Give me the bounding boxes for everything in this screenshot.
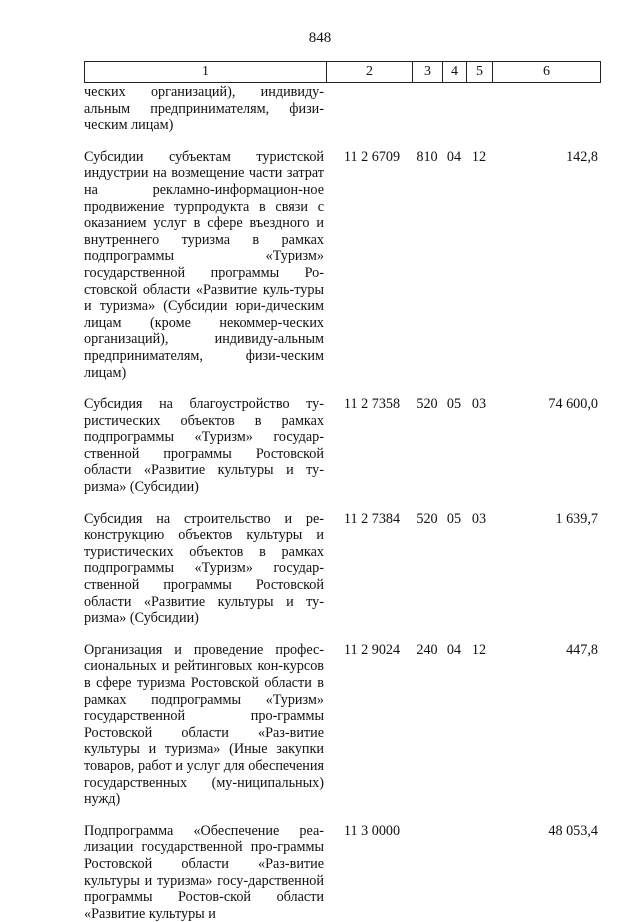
row-vr: 520 xyxy=(416,510,438,527)
page-number: 848 xyxy=(308,30,332,46)
row-code: 11 3 0000 xyxy=(343,822,401,839)
row-vr: 810 xyxy=(416,148,438,165)
row-sum: 142,8 xyxy=(566,148,598,165)
row-description: Субсидии субъектам туристской индустрии на возмещение части затрат на рекламно-информацион-ное продвижение турпродукта в связи с оказанием услуг в сфере въездного и внутреннего туризма в рамках подпрограммы «Туризм» государственной программы Ро-стовской области «Развитие куль-туры и туризма» (Субсидии юри-дическим лицам (кроме некоммер-ческих организаций), индивиду-альным предпринимателям, физи-ческим лицам) xyxy=(84,148,324,381)
row-sum: 447,8 xyxy=(566,641,598,658)
table-row xyxy=(84,149,600,381)
header-col-5: 5 xyxy=(467,62,493,83)
row-description: Подпрограмма «Обеспечение реа-лизации государственной про-граммы Ростовской области «Раз-витие культуры и туризма» госу-дарственной программы Ростов-ской области «Развитие культуры и xyxy=(84,822,324,922)
row-code: 11 2 7384 xyxy=(343,510,401,527)
row-code: 11 2 6709 xyxy=(343,148,401,165)
row-description: Субсидия на благоустройство ту-ристических объектов в рамках подпрограммы «Туризм» государ-ственной программы Ростовской области «Развитие культуры и ту-ризма» (Субсидии) xyxy=(84,396,324,496)
table-row xyxy=(84,642,600,808)
row-pr: 03 xyxy=(471,396,487,413)
row-vr: 520 xyxy=(416,396,438,413)
row-code: 11 2 7358 xyxy=(343,396,401,413)
budget-table-body xyxy=(84,84,600,922)
row-sum: 74 600,0 xyxy=(548,396,598,413)
row-sum: 1 639,7 xyxy=(555,510,598,527)
row-description: Субсидия на строительство и ре-конструкцию объектов культуры и туристических объектов в рамках подпрограммы «Туризм» государ-ственной программы Ростовской области «Развитие культуры и ту-ризма» (Субсидии) xyxy=(84,510,324,627)
row-vr: 240 xyxy=(416,641,438,658)
header-col-4: 4 xyxy=(443,62,467,83)
table-row xyxy=(84,511,600,627)
row-pr: 03 xyxy=(471,510,487,527)
table-row xyxy=(84,396,600,496)
row-rz: 04 xyxy=(446,641,462,658)
row-rz: 04 xyxy=(446,148,462,165)
header-col-6: 6 xyxy=(493,62,601,83)
row-code: 11 2 9024 xyxy=(343,641,401,658)
table-row xyxy=(84,84,600,134)
table-header xyxy=(84,61,601,83)
table-row xyxy=(84,823,600,922)
row-sum: 48 053,4 xyxy=(548,822,598,839)
row-rz: 05 xyxy=(446,396,462,413)
row-pr: 12 xyxy=(471,148,487,165)
header-col-2: 2 xyxy=(327,62,413,83)
row-pr: 12 xyxy=(471,641,487,658)
row-description: ческих организаций), индивиду-альным предпринимателям, физи-ческим лицам) xyxy=(84,84,324,134)
header-col-1: 1 xyxy=(85,62,327,83)
row-description: Организация и проведение профес-сиональных и рейтинговых кон-курсов в сфере туризма Ростовской области в рамках подпрограммы «Туризм» государственной про-граммы Ростовской области «Раз-витие культуры и туризма» (Иные закупки товаров, работ и услуг для обеспечения государственных (му-ниципальных) нужд) xyxy=(84,641,324,808)
row-rz: 05 xyxy=(446,510,462,527)
header-col-3: 3 xyxy=(413,62,443,83)
